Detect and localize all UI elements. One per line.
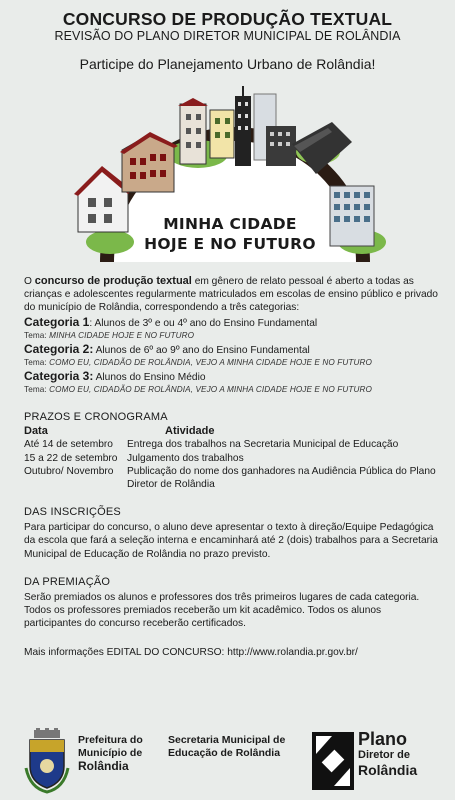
category-desc: Alunos do Ensino Médio bbox=[93, 372, 206, 384]
building-red bbox=[120, 132, 178, 192]
row-date: Outubro/ Novembro bbox=[24, 465, 114, 477]
schedule-header bbox=[24, 425, 438, 438]
secretaria-name bbox=[168, 734, 285, 760]
sec-line-2: Educação de Rolândia bbox=[168, 747, 281, 759]
pref-line-1: Prefeitura do bbox=[78, 734, 143, 746]
page-title: CONCURSO DE PRODUÇÃO TEXTUAL bbox=[62, 9, 393, 29]
building-yellow bbox=[210, 110, 234, 158]
category-theme bbox=[24, 357, 438, 369]
theme-text: COMO EU, CIDADÃO DE ROLÂNDIA, VEJO A MINHA CIDADE HOJE E NO FUTURO bbox=[49, 358, 372, 368]
plano-line-3: Rolândia bbox=[358, 762, 418, 778]
illustration-caption bbox=[130, 214, 330, 254]
header bbox=[0, 0, 455, 72]
col-activity: Atividade bbox=[165, 425, 215, 438]
category-label: Categoria 3: bbox=[24, 369, 94, 384]
inscricoes-text: Para participar do concurso, o aluno deve apresentar o texto à direção/Equipe Pedagógica da escola que fará a seleção interna e encaminhará até 2 (dois) trabalhos para a Secretaria Municipal de Educação de Rolândia no prazo previsto. bbox=[24, 522, 438, 560]
building-center bbox=[178, 98, 208, 164]
intro-paragraph bbox=[24, 275, 438, 315]
plano-line-2: Diretor de bbox=[358, 749, 410, 761]
plano-diretor-logo-icon bbox=[312, 732, 354, 790]
main-content bbox=[24, 275, 438, 660]
row-date: 15 a 22 de setembro bbox=[24, 452, 118, 464]
theme-text: COMO EU, CIDADÃO DE ROLÂNDIA, VEJO A MINHA CIDADE HOJE E NO FUTURO bbox=[49, 385, 372, 395]
schedule-title: PRAZOS E CRONOGRAMA bbox=[24, 411, 168, 424]
footer bbox=[0, 722, 455, 800]
category-2 bbox=[24, 343, 438, 357]
intro-text: em gênero de relato pessoal é aberto a todas as crianças e adolescentes regularmente matriculados em escolas de ensino público e privado do município de Rolândia, correspondendo a três categorias: bbox=[24, 276, 438, 314]
theme-label: Tema: bbox=[24, 358, 50, 368]
schedule-table bbox=[24, 425, 438, 491]
caption-line-1: MINHA CIDADE bbox=[163, 215, 297, 233]
col-date: Data bbox=[24, 425, 48, 438]
row-date: Até 14 de setembro bbox=[24, 439, 113, 451]
table-row bbox=[24, 452, 438, 465]
premiacao-title: DA PREMIAÇÃO bbox=[24, 575, 111, 588]
coat-of-arms-icon bbox=[24, 728, 70, 794]
table-row bbox=[24, 465, 438, 491]
skyscraper bbox=[235, 86, 251, 166]
plano-line-1: Plano bbox=[358, 729, 408, 749]
category-label: Categoria 2: bbox=[24, 341, 94, 356]
prefeitura-name bbox=[78, 734, 143, 773]
more-info-link[interactable]: Mais informações EDITAL DO CONCURSO: http://www.rolandia.pr.gov.br/ bbox=[24, 647, 358, 659]
pref-line-3: Rolândia bbox=[78, 759, 129, 773]
premiacao-text: Serão premiados os alunos e professores dos três primeiros lugares de cada categoria. Todos os professores premiados receberão um kit acadêmico. Todos os alunos participantes do concurso receberão certificados. bbox=[24, 591, 420, 630]
theme-label: Tema: bbox=[24, 385, 50, 395]
building-gray bbox=[254, 94, 296, 166]
row-activity: Publicação do nome dos ganhadores na Audiência Pública do Plano Diretor de Rolândia bbox=[127, 465, 436, 491]
category-theme bbox=[24, 384, 438, 396]
caption-line-2: HOJE E NO FUTURO bbox=[144, 235, 316, 253]
category-desc: Alunos de 6º ao 9º ano do Ensino Fundamental bbox=[93, 344, 310, 356]
building-right-glass bbox=[330, 186, 374, 246]
theme-text: MINHA CIDADE HOJE E NO FUTURO bbox=[49, 330, 195, 340]
table-row bbox=[24, 438, 438, 451]
theme-label: Tema: bbox=[24, 330, 50, 340]
category-label: Categoria 1 bbox=[24, 314, 90, 329]
inscricoes-title: DAS INSCRIÇÕES bbox=[24, 506, 121, 519]
intro-prefix: O bbox=[24, 276, 35, 287]
row-activity: Julgamento dos trabalhos bbox=[127, 452, 244, 464]
pref-line-2: Município de bbox=[78, 747, 143, 759]
plano-diretor-name bbox=[358, 730, 417, 778]
category-3 bbox=[24, 370, 438, 384]
sec-line-1: Secretaria Municipal de bbox=[168, 734, 286, 746]
tagline: Participe do Planejamento Urbano de Rolândia! bbox=[79, 56, 376, 72]
category-theme bbox=[24, 330, 438, 342]
intro-bold: concurso de produção textual bbox=[34, 275, 192, 287]
page-subtitle: REVISÃO DO PLANO DIRETOR MUNICIPAL DE ROLÂNDIA bbox=[54, 29, 401, 43]
category-desc: : Alunos de 3º e ou 4º ano do Ensino Fundamental bbox=[89, 317, 318, 329]
category-1 bbox=[24, 316, 438, 330]
row-activity: Entrega dos trabalhos na Secretaria Municipal de Educação bbox=[127, 439, 399, 451]
